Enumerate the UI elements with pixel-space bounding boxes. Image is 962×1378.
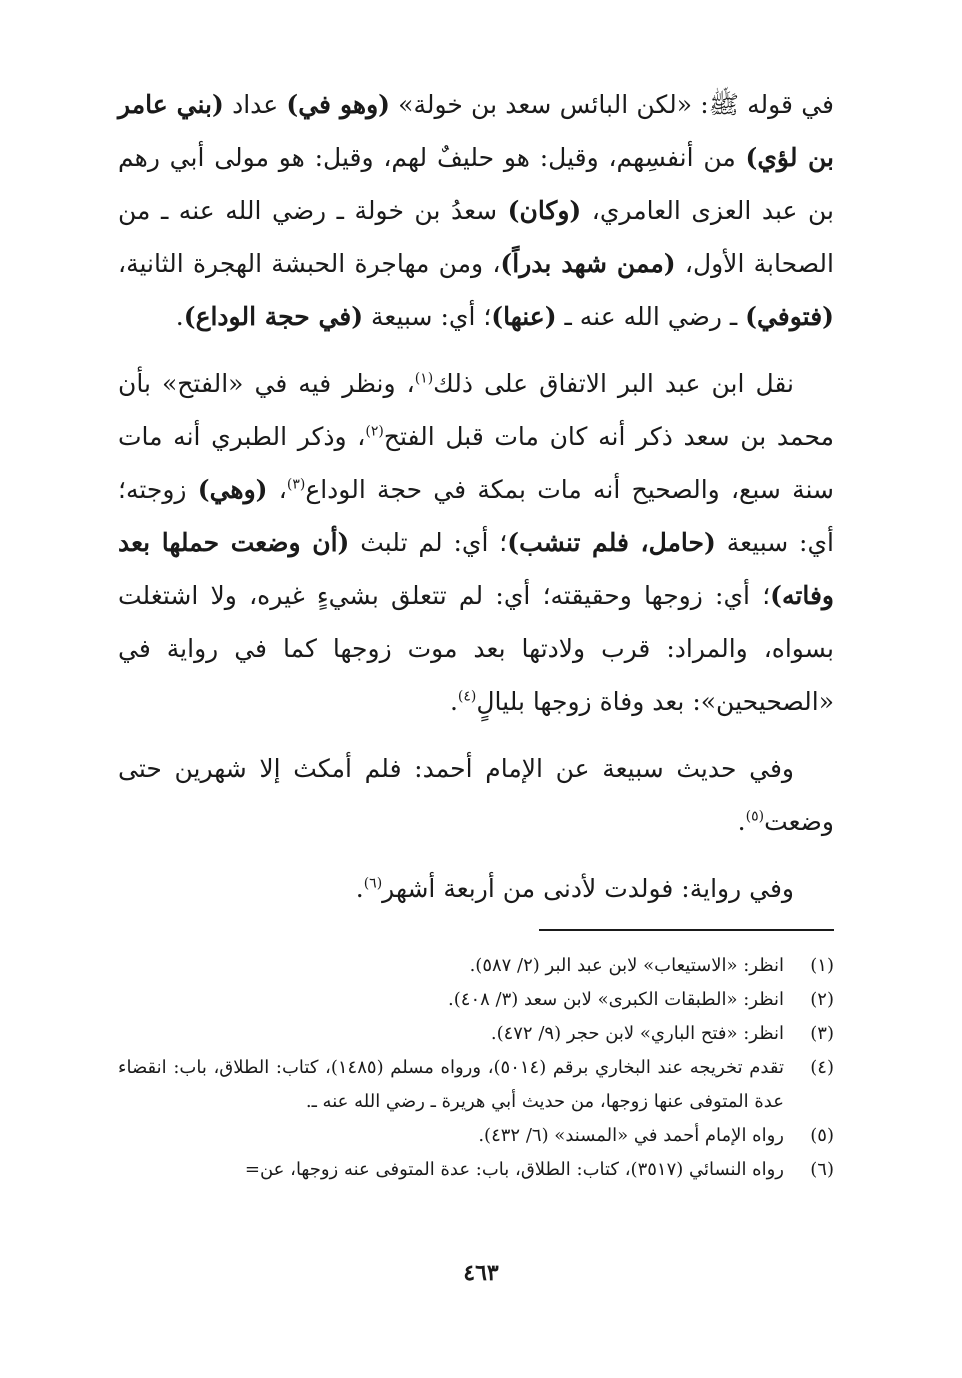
footnotes xyxy=(118,949,834,1187)
bold-matn-segment: (وهي) xyxy=(197,475,268,504)
footnote-ref: (٦) xyxy=(363,875,383,892)
text-segment: . xyxy=(449,687,458,716)
bold-matn-segment: (ممن شهد بدراً) xyxy=(500,249,676,278)
page-number: ٤٦٣ xyxy=(463,1260,499,1286)
text-segment: ، xyxy=(267,475,287,504)
text-segment: ـ رضي الله عنه ـ xyxy=(556,302,746,331)
text-segment: ؛ أي: سبيعة xyxy=(363,302,492,331)
text-segment: وفي رواية: فولدت لأدنى من أربعة أشهر xyxy=(382,874,794,903)
footnote xyxy=(118,1153,834,1187)
text-segment: عداد xyxy=(223,90,287,119)
footnote-text: انظر: «الطبقات الكبرى» لابن سعد (٣/ ٤٠٨). xyxy=(448,989,784,1010)
footnote-ref: (٣) xyxy=(286,476,306,493)
bold-matn-segment: (حامل، فلم تنشب) xyxy=(507,528,716,557)
bold-matn-segment: (وكان) xyxy=(507,196,582,225)
text-segment: وفي حديث سبيعة عن الإمام أحمد: فلم أمكث إلا شهرين حتى وضعت xyxy=(118,754,834,836)
bold-matn-segment: (أن وضعت حملها بعد وفاته) xyxy=(118,528,834,610)
paragraph xyxy=(118,742,834,848)
footnote xyxy=(118,983,834,1017)
footnote-number: (٣) xyxy=(810,1023,834,1044)
footnote xyxy=(118,1119,834,1153)
footnote-text: انظر: «فتح الباري» لابن حجر (٩/ ٤٧٢). xyxy=(490,1023,784,1044)
bold-matn-segment: (فتوفي) xyxy=(745,302,834,331)
bold-matn-segment: (وهو في) xyxy=(286,90,390,119)
paragraph xyxy=(118,357,834,728)
footnote-text: انظر: «الاستيعاب» لابن عبد البر (٢/ ٥٨٧). xyxy=(469,955,784,976)
footnote xyxy=(118,1017,834,1051)
bold-matn-segment: (في حجة الوداع) xyxy=(183,302,364,331)
footnote xyxy=(118,949,834,983)
text-segment: . xyxy=(355,874,364,903)
bold-matn-segment: (بني عامر بن لؤي) xyxy=(118,90,834,172)
bold-matn-segment: (عنها) xyxy=(491,302,557,331)
footnote-text: تقدم تخريجه عند البخاري برقم (٥٠١٤)، ورواه مسلم (١٤٨٥)، كتاب: الطلاق، باب: انقضاء عدة المتوفى عنها زوجها، من حديث أبي هريرة ـ رضي الله عنه ـ. xyxy=(118,1057,784,1112)
footnote-number: (١) xyxy=(810,955,834,976)
paragraph xyxy=(118,78,834,343)
text-segment: . xyxy=(175,302,184,331)
footnote-ref: (٢) xyxy=(365,423,384,440)
footnote xyxy=(118,1051,834,1119)
text-segment: من أنفسِهم، وقيل: هو حليفٌ لهم، وقيل: هو مولى أبي رهم بن عبد العزى العامري، xyxy=(118,143,834,225)
text-segment: سعدُ بن خولة ـ رضي الله عنه ـ من الصحابة الأول، xyxy=(118,196,834,278)
paragraph xyxy=(118,862,834,915)
text-segment: ؛ أي: زوجها وحقيقته؛ أي: لم تتعلق بشيءٍ غيره، ولا اشتغلت بسواه، والمراد: قرب ولادتها بعد موت زوجها كما في رواية في «الصحيحين»: بعد وفاة زوجها بليالٍ xyxy=(118,581,834,716)
text-segment: ، ونظر فيه في «الفتح» بأن محمد بن سعد ذكر أنه كان مات قبل الفتح xyxy=(118,369,834,451)
footnote-divider xyxy=(539,929,834,931)
footnote-number: (٤) xyxy=(810,1057,834,1078)
text-segment: ؛ أي: لم تلبث xyxy=(349,528,508,557)
footnote-number: (٥) xyxy=(810,1125,834,1146)
text-segment: في قوله ﷺ: «لكن البائس سعد بن خولة» xyxy=(389,90,835,119)
footnote-ref: (٥) xyxy=(745,808,765,825)
footnote-number: (٢) xyxy=(810,989,834,1010)
main-text xyxy=(118,78,834,915)
text-segment: . xyxy=(737,807,746,836)
footnote-ref: (٤) xyxy=(457,688,477,705)
text-segment: نقل ابن عبد البر الاتفاق على ذلك xyxy=(433,369,794,398)
text-segment: ، ومن مهاجرة الحبشة الهجرة الثانية، xyxy=(118,249,501,278)
footnote-text: رواه النسائي (٣٥١٧)، كتاب: الطلاق، باب: عدة المتوفى عنه زوجها، عن= xyxy=(244,1159,784,1180)
text-segment: زوجته؛ أي: سبيعة xyxy=(118,475,834,557)
footnote-text: رواه الإمام أحمد في «المسند» (٦/ ٤٣٢). xyxy=(478,1125,784,1146)
footnote-number: (٦) xyxy=(810,1159,834,1180)
text-segment: ، وذكر الطبري أنه مات سنة سبع، والصحيح أنه مات بمكة في حجة الوداع xyxy=(118,422,834,504)
footnote-ref: (١) xyxy=(414,370,434,387)
page-content xyxy=(118,78,834,1187)
